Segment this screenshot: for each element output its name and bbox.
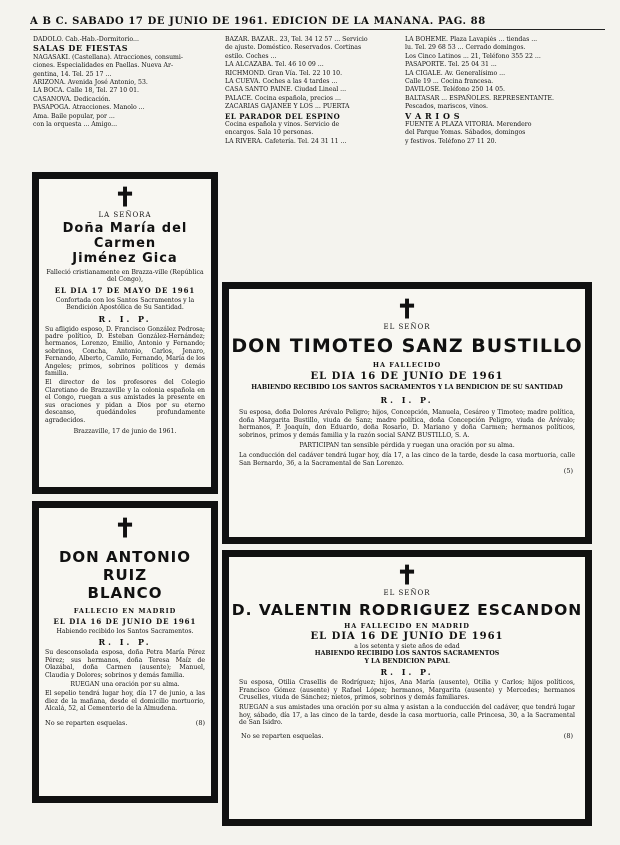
left-top-line: DADOLO. Cab.-Hab.-Dormitorio... (33, 36, 139, 43)
obituary-timoteo-sanz (222, 282, 592, 544)
mourners: Su desconsolada esposa, doña Petra María Pérez Pérez; sus hermanos, doña Teresa Maíz de Olazábal, doña Carmen (ausente); Manuel, Claudia y Dolores; sobrinos y demás familia. (45, 649, 205, 679)
deceased-surname: Jiménez Gica (72, 251, 178, 266)
funeral-info: El sepelio tendrá lugar hoy, día 17 de junio, a las diez de la mañana, desde el domicilio mortuorio, Alcalá, 52, al Cementerio de la Almudena. (45, 690, 205, 713)
ad-code: (8) (195, 718, 205, 727)
death-date: EL DIA 16 DE JUNIO DE 1961 (310, 371, 504, 382)
left-line: Ama. Baile popular, por ... (33, 112, 115, 120)
mid-line: PALACE. Cocina española, precios ... (225, 94, 341, 102)
ruegan: RUEGAN a sus amistades una oración por su alma y asistan a la conducción del cadáver, que tendrá lugar hoy, sábado, día 17, a las cinco de la tarde, desde la casa mortuoria, calle Princesa, 30, a la Sacramental de San Isidro. (239, 704, 575, 727)
mourners-note: El director de los profesores del Colegio Claretiano de Brazzaville y la colonia española en el Congo, ruegan a sus amistades la presente en sus oraciones y pidan a Dios por su eterno descanso, quedándoles profundamente agradecidos. (45, 379, 205, 424)
ad-line: encargos. Sala 10 personas. (225, 129, 314, 137)
no-cards-note: No se reparten esquelas. (45, 718, 128, 727)
mid-line: LA CUEVA. Coches a las 4 tardes ... (225, 78, 338, 86)
left-line: NAGASAKI. (Castellana). Atracciones, consumi- (33, 53, 183, 61)
ad-line: Cocina española y vinos. Servicio de (225, 121, 340, 129)
rip-mark: R. I. P. (380, 667, 434, 678)
death-date: EL DIA 17 DE MAYO DE 1961 (54, 285, 196, 295)
left-line: con la orquesta ... Amigo... (33, 121, 118, 129)
ruegan: RUEGAN una oración por su alma. (70, 681, 180, 689)
right-line: LA BOHEME. Plaza Lavapiés ... tiendas ... (405, 36, 538, 43)
left-line: PASAPOGA. Atracciones. Manolo ... (33, 104, 145, 112)
rip-mark: R. I. P. (98, 313, 152, 324)
left-line: gentina, 14. Tel. 25 17 ... (33, 70, 112, 78)
funeral-info: La conducción del cadáver tendrá lugar hoy, día 17, a las cinco de la tarde, desde la casa mortuoria, calle San Bernardo, 36, a la Sacramental de San Lorenzo. (239, 452, 575, 467)
death-date: EL DIA 16 DE JUNIO DE 1961 (310, 631, 504, 642)
age: a los setenta y siete años de edad (354, 643, 460, 650)
obituary-maria-del-carmen (32, 172, 218, 494)
obituary-antonio-ruiz (32, 501, 218, 803)
mourners: Su afligido esposo, D. Francisco González Pedrosa; padre político, D. Esteban González-Hernández; hermanos, Lorenzo, Emilio, Antonio y Fernando; sobrinos, Concha, Antonio, Carlos, Jenaro, Fernando, Alberto, Camilo, Fernando, María de los Angeles; primos, sobrinos políticos y demás familia. (45, 325, 205, 378)
mourners: Su esposa, doña Dolores Arévalo Peligro; hijos, Concepción, Manuela, Cesáreo y Timoteo; madre política, doña Margarita Bustillo, viuda de Sanz; madre política, doña Concepción Peligro, viuda de Arévalo; hermanos, P. Joaquín, don Eduardo, doña Rosario, D. Mariano y doña Carmen; hermanos políticos, sobrinos, primos y demás familia y la razón social SANZ BUSTILLO, S. A. (239, 409, 575, 439)
mid-top-column (225, 36, 397, 276)
death-place: HA FALLECIDO EN MADRID (344, 622, 470, 630)
sacraments: Confortada con los Santos Sacramentos y la Bendición Apostólica de Su Santidad. (55, 296, 195, 312)
sacraments: Habiendo recibido los Santos Sacramentos. (56, 628, 194, 635)
death-place: FALLECIO EN MADRID (73, 607, 177, 615)
death-place: Falleció cristianamente en Brazza-ville (República del Congo), (46, 269, 204, 284)
no-cards-note: No se reparten esquelas. (241, 731, 324, 740)
deceased-name: D. VALENTIN RODRIGUEZ ESCANDON (231, 601, 583, 619)
left-line: LA BOCA. Calle 18, Tel. 27 10 01. (33, 87, 139, 95)
page-header: A B C. SABADO 17 DE JUNIO DE 1961. EDICION DE LA MAÑANA. PAG. 88 (30, 16, 605, 30)
right-line: PASAPORTE. Tel. 25 04 31 ... (405, 61, 497, 69)
right-line: lu. Tel. 29 68 53 ... Cerrado domingos. (405, 44, 526, 52)
left-line: ciones. Especialidades en Paellas. Nueva Ar- (33, 62, 174, 70)
left-line: ARIZONA. Avenida José Antonio, 53. (33, 79, 148, 87)
place-date: Brazzaville, 17 de junio de 1961. (73, 427, 177, 435)
mid-line: CASA SANTO PAINE. Ciudad Lineal ... (225, 86, 347, 94)
sacraments-1: HABIENDO RECIBIDO LOS SANTOS SACRAMENTOS (314, 650, 500, 658)
ad-code: (5) (563, 467, 573, 476)
cross-icon: ✝ (114, 514, 136, 544)
cross-icon: ✝ (114, 183, 136, 213)
varios-line: FUENTE A PLAZA VITORIA. Merendero (405, 121, 532, 129)
varios-line: del Parque Yomas. Sábados, domingos (405, 129, 526, 137)
title-el-senor: EL SEÑOR (383, 589, 431, 597)
obituary-valentin-rodriguez (222, 550, 592, 826)
section-salas-de-fiestas: SALAS DE FIESTAS (33, 43, 128, 54)
deceased-name: Doña María del Carmen (62, 221, 188, 251)
deceased-surname: BLANCO (87, 584, 163, 602)
ad-code: (8) (563, 731, 573, 740)
deceased-name: DON ANTONIO RUIZ (58, 548, 191, 584)
sacraments: HABIENDO RECIBIDO LOS SANTOS SACRAMENTOS Y LA BENDICION DE SU SANTIDAD (251, 384, 563, 391)
right-line: Calle 19 ... Cocina francesa. (405, 78, 494, 86)
footer-row (39, 719, 211, 727)
mourners: Su esposa, Otilia Crasellis de Rodríguez; hijos, Ana María (ausente), Otilia y Carlos; hijos políticos, Francisco Gómez (ausente) y Rafael López; hermanos, Margarita (ausente) y Mercedes; hermanos Cruselles, viuda de Sánchez; nietos, primos, sobrinos y demás familiares. (239, 679, 575, 702)
footer-row (229, 732, 585, 740)
right-top-column (405, 36, 580, 276)
section-varios: V A R I O S (405, 110, 460, 121)
varios-line: y festivos. Teléfono 27 11 20. (405, 137, 497, 145)
title-la-senora: LA SEÑORA (98, 211, 152, 219)
right-line: DAVILOSE. Teléfono 250 14 05. (405, 86, 506, 94)
mid-line: ZACARIAS GAJANEE Y LOS ... PUERTA (225, 103, 350, 111)
participan: PARTICIPAN tan sensible pérdida y ruegan una oración por su alma. (299, 442, 515, 450)
death-notice: HA FALLECIDO (372, 361, 442, 369)
rip-mark: R. I. P. (98, 637, 152, 648)
mid-line: estilo. Coches ... (225, 52, 277, 60)
deceased-name: DON TIMOTEO SANZ BUSTILLO (231, 335, 583, 357)
right-line: Pescados, mariscos, vinos. (405, 103, 488, 111)
sacraments-2: Y LA BENDICION PAPAL (364, 657, 450, 665)
cross-icon: ✝ (396, 561, 418, 591)
right-line: Los Cinco Latinos ... 21, Teléfono 355 22 ... (405, 52, 541, 60)
cross-icon: ✝ (396, 295, 418, 325)
left-top-column (33, 36, 215, 168)
death-date: EL DIA 16 DE JUNIO DE 1961 (53, 617, 197, 626)
ad-line: LA RIVERA. Cafetería. Tel. 24 31 11 ... (225, 137, 347, 145)
ad-title: EL PARADOR DEL ESPINO (225, 111, 341, 121)
mid-line: de ajuste. Doméstico. Reservados. Cortinas (225, 44, 362, 52)
right-line: BALTASAR ... ESPAÑOLES. REPRESENTANTE. (405, 94, 554, 102)
footer-row (229, 467, 585, 475)
left-line: CASANOVA. Dedicación. (33, 95, 111, 103)
title-el-senor: EL SEÑOR (383, 323, 431, 331)
right-line: LA CIGALE. Av. Generalísimo ... (405, 69, 506, 77)
mid-line: LA ALCAZABA. Tel. 46 10 09 ... (225, 61, 324, 69)
mid-line: BAZAR. BAZAR.. 23, Tel. 34 12 57 ... Servicio (225, 36, 368, 43)
mid-line: RICHMOND. Gran Vía. Tel. 22 10 10. (225, 69, 343, 77)
rip-mark: R. I. P. (380, 395, 434, 406)
